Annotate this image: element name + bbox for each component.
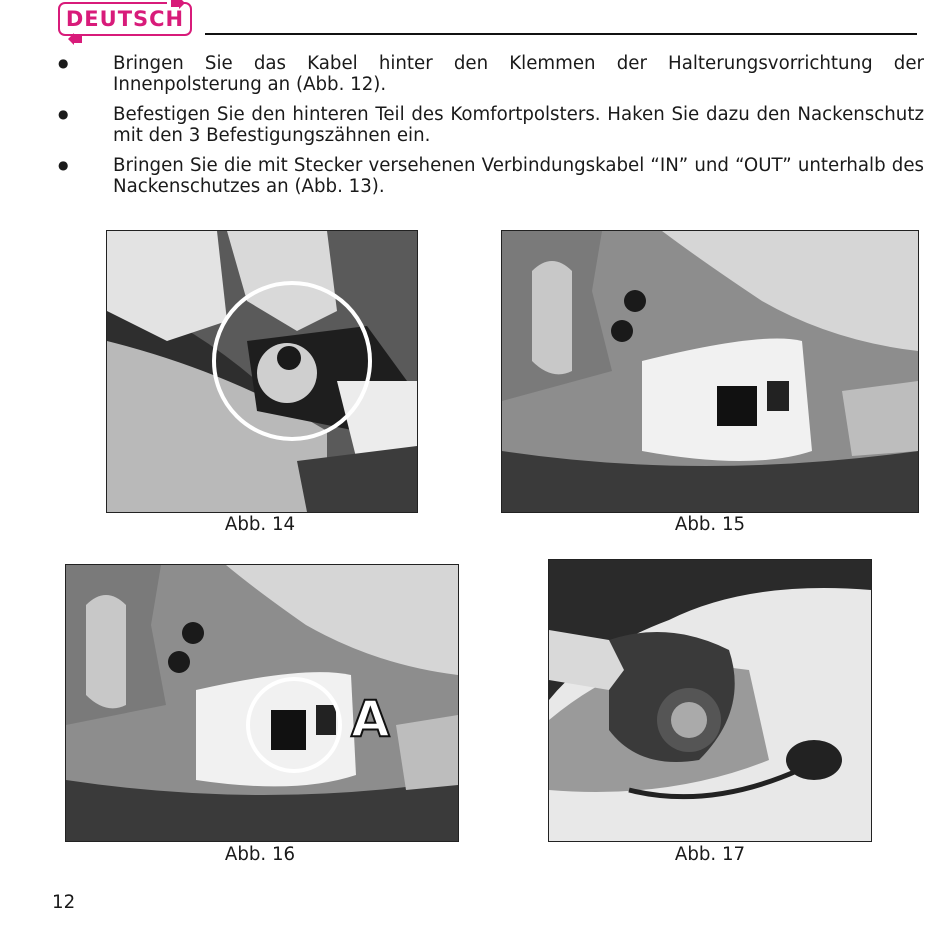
arrow-left-icon [68, 33, 86, 45]
language-label: DEUTSCH [65, 7, 185, 31]
list-item [58, 53, 924, 95]
bullet-icon: ● [58, 158, 69, 172]
figure-16-caption: Abb. 16 [224, 844, 296, 865]
instruction-list [58, 53, 924, 206]
figure-14-caption: Abb. 14 [224, 514, 296, 535]
figure-15-photo [501, 230, 919, 513]
figure-17-caption: Abb. 17 [674, 844, 746, 865]
figure-16-photo [65, 564, 459, 842]
list-item-text: Bringen Sie das Kabel hinter den Klemmen der Halterungsvorrichtung der Innenpolsterung an (Abb. 12). [113, 53, 924, 95]
figure-16-marker: A [351, 690, 390, 748]
header-rule [205, 33, 917, 35]
language-badge [58, 2, 192, 36]
list-item [58, 155, 924, 197]
figure-15-caption: Abb. 15 [674, 514, 746, 535]
bullet-icon: ● [58, 107, 69, 121]
list-item-text: Befestigen Sie den hinteren Teil des Komfortpolsters. Haken Sie dazu den Nackenschutz mit den 3 Befestigungszähnen ein. [113, 104, 924, 146]
figure-14-photo [106, 230, 418, 513]
list-item-text: Bringen Sie die mit Stecker versehenen Verbindungskabel “IN” und “OUT” unterhalb des Nackenschutzes an (Abb. 13). [113, 155, 924, 197]
list-item [58, 104, 924, 146]
page-number: 12 [52, 892, 76, 913]
bullet-icon: ● [58, 56, 69, 70]
figure-17-photo [548, 559, 872, 842]
